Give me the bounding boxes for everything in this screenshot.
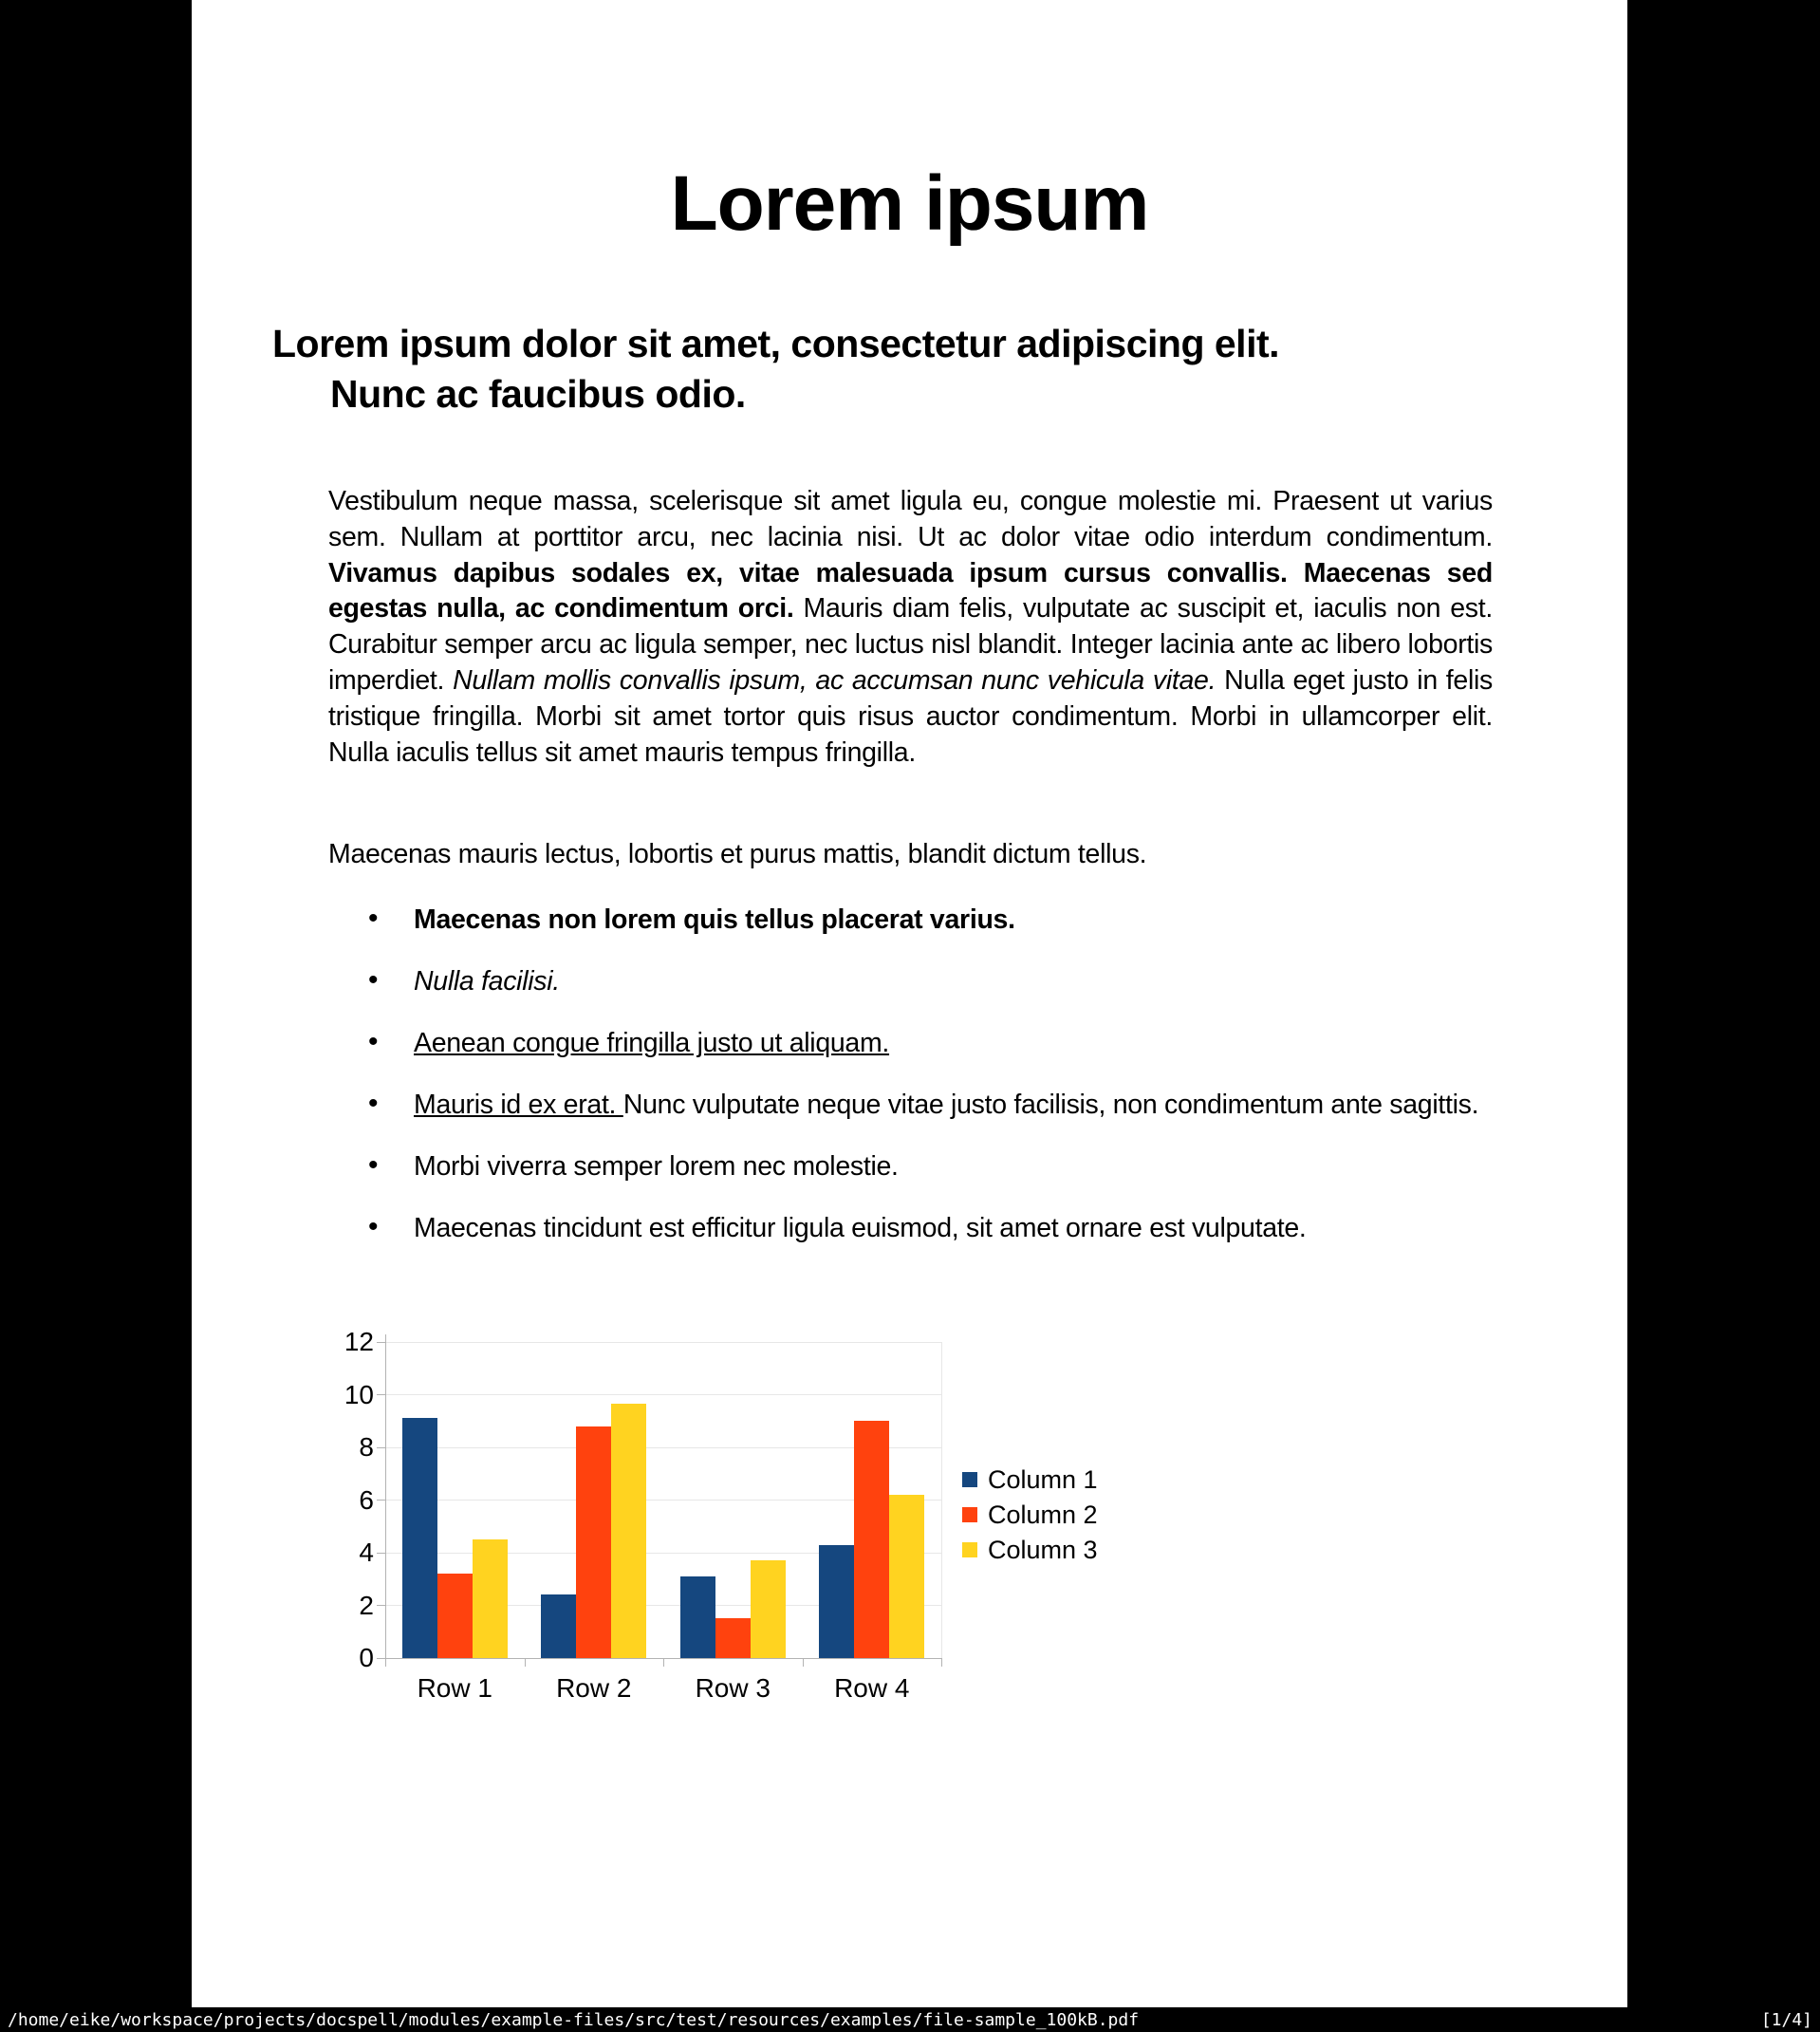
axis-tick <box>385 1658 386 1667</box>
axis-tick <box>377 1605 385 1606</box>
bullet-icon: • <box>368 1211 379 1242</box>
chart-bar <box>576 1426 611 1658</box>
paragraph-text: Vestibulum neque massa, scelerisque sit amet ligula eu, congue molestie mi. Praesent ut varius sem. Nullam at porttitor arcu, nec lacinia nisi. Ut ac dolor vitae odio interdum condimentum. <box>328 486 1493 552</box>
paragraph-italic-text: Nullam mollis convallis ipsum, ac accumsan nunc vehicula vitae. <box>453 664 1225 696</box>
heading-line-2: Nunc ac faucibus odio. <box>330 372 746 416</box>
axis-tick <box>377 1500 385 1501</box>
y-tick-label: 6 <box>359 1484 374 1515</box>
legend-swatch <box>962 1507 977 1522</box>
chart-bar <box>611 1404 646 1658</box>
plot-right-border <box>941 1342 942 1658</box>
axis-tick <box>525 1658 526 1667</box>
axis-tick <box>377 1658 385 1659</box>
x-category-label: Row 3 <box>695 1673 771 1703</box>
list-item-text: Maecenas non lorem quis tellus placerat varius. <box>414 904 1015 935</box>
y-tick-label: 4 <box>359 1538 374 1567</box>
chart-bar <box>751 1560 786 1658</box>
legend-item <box>962 1464 1098 1495</box>
chart-bar <box>680 1576 715 1658</box>
axis-tick <box>663 1658 664 1667</box>
grid-line <box>385 1342 941 1343</box>
legend-label: Column 1 <box>988 1465 1098 1494</box>
legend-swatch <box>962 1542 977 1557</box>
axis-tick <box>377 1447 385 1448</box>
axis-tick <box>803 1658 804 1667</box>
chart-bar <box>473 1539 508 1658</box>
legend-swatch <box>962 1472 977 1487</box>
pdf-page <box>192 0 1627 2007</box>
bullet-icon: • <box>368 1149 379 1181</box>
bullet-icon: • <box>368 964 379 996</box>
chart-bar <box>437 1574 473 1658</box>
x-category-label: Row 2 <box>556 1673 632 1703</box>
file-path: /home/eike/workspace/projects/docspell/modules/example-files/src/test/resources/examples/file-sample_100kB.pdf <box>8 2009 1140 2030</box>
y-tick-label: 10 <box>344 1379 374 1409</box>
list-item-text: Aenean congue fringilla justo ut aliquam. <box>414 1028 890 1058</box>
legend-item <box>962 1535 1098 1565</box>
chart-bar <box>889 1495 924 1658</box>
list-item-text: Nunc vulputate neque vitae justo facilisis, non condimentum ante sagittis. <box>622 1090 1479 1120</box>
document-title: Lorem ipsum <box>670 160 1149 247</box>
chart-bar <box>402 1418 437 1658</box>
chart-bar <box>854 1421 889 1658</box>
x-category-label: Row 4 <box>834 1673 910 1703</box>
y-tick-label: 2 <box>359 1590 374 1620</box>
bullet-icon: • <box>368 1088 379 1119</box>
axis-tick <box>941 1658 942 1667</box>
bullet-icon: • <box>368 903 379 934</box>
list-item-text: Morbi viverra semper lorem nec molestie. <box>414 1151 899 1182</box>
y-tick-label: 12 <box>344 1327 374 1356</box>
legend-item <box>962 1500 1098 1530</box>
bar-chart <box>192 0 1627 2007</box>
heading-line-1: Lorem ipsum dolor sit amet, consectetur adipiscing elit. <box>272 322 1280 365</box>
chart-bar <box>819 1545 854 1658</box>
y-tick-label: 8 <box>359 1432 374 1462</box>
x-category-label: Row 1 <box>417 1673 492 1703</box>
legend-label: Column 2 <box>988 1501 1098 1529</box>
bullet-icon: • <box>368 1026 379 1057</box>
paragraph-text: Mauris diam felis, vulputate ac suscipit et, iaculis non est. Curabitur semper arcu ac ligula semper, nec luctus nisl blandit. Integer lacinia ante ac libero lobortis imperdiet. <box>328 593 1493 696</box>
axis-tick <box>377 1342 385 1343</box>
grid-line <box>385 1394 941 1395</box>
paragraph-bold-text: Vivamus dapibus sodales ex, vitae malesuada ipsum cursus convallis. Maecenas sed egestas nulla, ac condimentum orci. <box>328 557 1493 625</box>
status-bar <box>0 2007 1820 2032</box>
list-item-text: Nulla facilisi. <box>414 966 560 997</box>
page-indicator: [1/4] <box>1760 2009 1812 2030</box>
list-item-link-text: Mauris id ex erat. <box>414 1090 623 1120</box>
y-axis-line <box>385 1334 386 1658</box>
chart-bar <box>541 1594 576 1658</box>
legend-label: Column 3 <box>988 1536 1098 1564</box>
axis-tick <box>377 1553 385 1554</box>
chart-bar <box>715 1618 751 1658</box>
axis-tick <box>377 1394 385 1395</box>
body-paragraph-2: Maecenas mauris lectus, lobortis et purus mattis, blandit dictum tellus. <box>328 839 1147 869</box>
list-item-text: Maecenas tincidunt est efficitur ligula euismod, sit amet ornare est vulputate. <box>414 1213 1307 1243</box>
paragraph-text: Nulla eget justo in felis tristique fringilla. Morbi sit amet tortor quis risus auctor condimentum. Morbi in ullamcorper elit. Nulla iaculis tellus sit amet mauris tempus fringilla. <box>328 664 1493 768</box>
y-tick-label: 0 <box>359 1643 374 1672</box>
